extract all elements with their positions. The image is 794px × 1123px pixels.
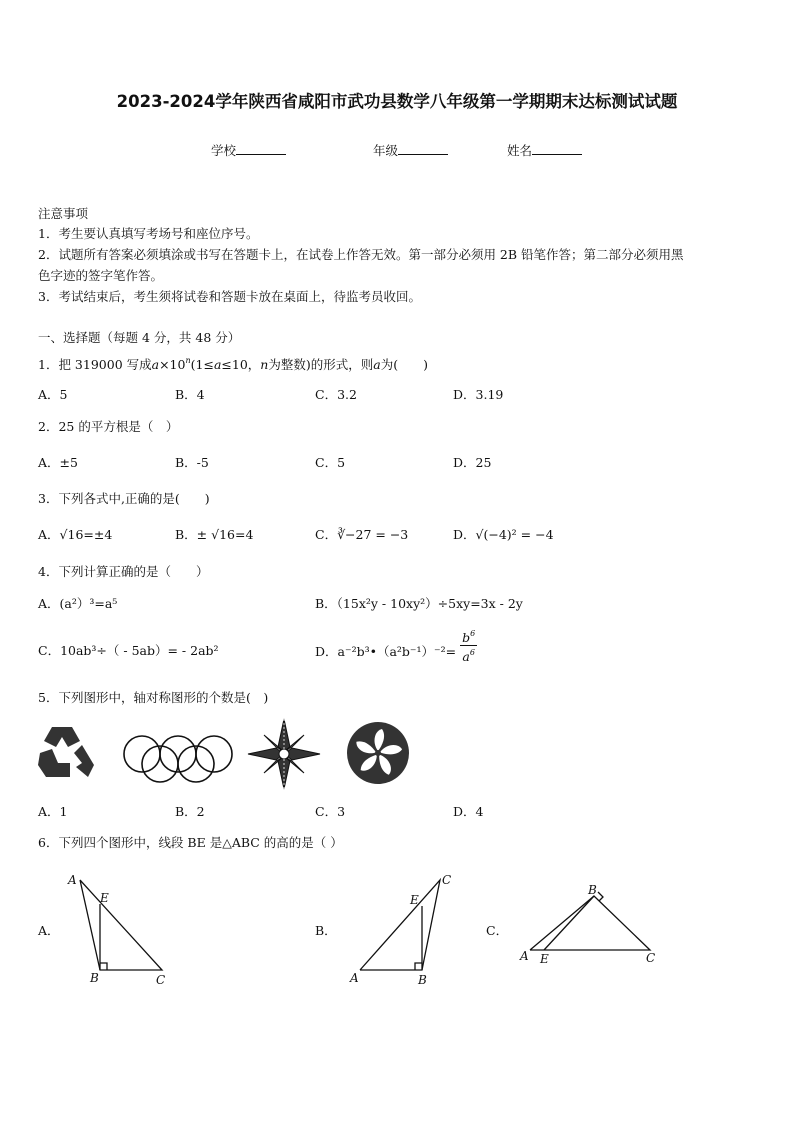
section-heading: 一、选择题（每题 4 分，共 48 分）	[38, 330, 241, 345]
notice-heading: 注意事项	[38, 206, 89, 221]
option-a[interactable]: A．(a²）³=a⁵	[38, 596, 118, 611]
fraction-b6-a6: $\frac{b^6}{a^6}$	[462, 629, 476, 664]
bauhinia-emblem-icon	[346, 721, 410, 785]
option-c[interactable]: C．5	[315, 455, 346, 470]
triangle-figure-b	[344, 870, 460, 988]
notice-item: 1．考生要认真填写考场号和座位序号。	[38, 226, 259, 241]
option-a[interactable]: A．±5	[38, 455, 78, 470]
svg-text:A: A	[520, 949, 529, 963]
question-2-stem: 2．25 的平方根是（ ）	[38, 419, 179, 434]
q1-prefix: 1．把 319000 写成	[38, 357, 152, 372]
question-1-stem: 1．把 319000 写成$a\times 10^n(1\le a\le 10$，n为整数)的形式，则a为( )	[38, 356, 428, 372]
olympic-rings-icon	[120, 734, 236, 784]
name-label: 姓名	[507, 143, 533, 158]
option-a[interactable]: A．√16=±4	[38, 527, 113, 542]
question-6-stem: 6．下列四个图形中，线段 BE 是△ABC 的高的是（ ）	[38, 835, 343, 850]
option-a[interactable]: A．1	[38, 804, 68, 819]
svg-text:C: C	[442, 873, 452, 887]
school-field	[211, 141, 286, 159]
option-b[interactable]: B．2	[175, 804, 205, 819]
svg-text:E: E	[540, 952, 549, 966]
question-3-stem: 3．下列各式中,正确的是( )	[38, 491, 210, 506]
svg-text:B: B	[90, 971, 99, 985]
notice-item: 3．考试结束后，考生须将试卷和答题卡放在桌面上，待监考员收回。	[38, 289, 421, 304]
option-d[interactable]: D．25	[453, 455, 492, 470]
svg-text:B: B	[588, 883, 597, 897]
option-d[interactable]: D．4	[453, 804, 484, 819]
option-c[interactable]: C．	[486, 923, 509, 938]
option-c[interactable]: C．3	[315, 804, 346, 819]
svg-text:B: B	[418, 973, 427, 987]
option-a[interactable]: A．5	[38, 387, 68, 402]
triangle-figure-c	[516, 880, 666, 970]
q1-formula: a	[151, 357, 160, 372]
svg-text:A: A	[68, 873, 77, 887]
compass-star-icon	[246, 717, 322, 791]
option-c[interactable]: C．∛−27 = −3	[315, 527, 409, 542]
option-b[interactable]: B．（15x²y - 10xy²）÷5xy=3x - 2y	[315, 596, 523, 611]
option-c[interactable]: C．3.2	[315, 387, 357, 402]
q1-mid: 为整数)的形式，则	[268, 357, 374, 372]
recycle-icon	[36, 723, 98, 781]
option-a[interactable]: A．	[38, 923, 60, 938]
option-d[interactable]	[315, 629, 477, 664]
option-b[interactable]: B．4	[175, 387, 205, 402]
q1-suffix: 为( )	[380, 357, 428, 372]
question-4-stem: 4．下列计算正确的是（ ）	[38, 564, 209, 579]
grade-label: 年级	[373, 143, 399, 158]
option-b[interactable]: B．	[315, 923, 337, 938]
option-d-text: D．a⁻²b³•（a²b⁻¹）⁻²=	[315, 644, 457, 659]
question-5-stem: 5．下列图形中，轴对称图形的个数是( )	[38, 690, 269, 705]
option-b[interactable]: B．± √16=4	[175, 527, 254, 542]
svg-text:A: A	[350, 971, 359, 985]
svg-text:C: C	[156, 973, 166, 987]
name-field	[507, 141, 582, 159]
school-label: 学校	[211, 143, 237, 158]
svg-text:E: E	[100, 891, 109, 905]
notice-item: 色字迹的签字笔作答。	[38, 268, 164, 283]
grade-blank[interactable]	[398, 143, 448, 155]
page-title: 2023-2024学年陕西省咸阳市武功县数学八年级第一学期期末达标测试试题	[116, 92, 678, 111]
option-d[interactable]: D．√(−4)² = −4	[453, 527, 554, 542]
name-blank[interactable]	[532, 143, 582, 155]
school-blank[interactable]	[236, 143, 286, 155]
option-d[interactable]: D．3.19	[453, 387, 504, 402]
svg-text:E: E	[410, 893, 419, 907]
option-b[interactable]: B．-5	[175, 455, 209, 470]
grade-field	[373, 141, 448, 159]
option-c[interactable]: C．10ab³÷（ - 5ab）= - 2ab²	[38, 643, 219, 658]
notice-item: 2．试题所有答案必须填涂或书写在答题卡上，在试卷上作答无效。第一部分必须用 2B 铅笔作答；第二部分必须用黑	[38, 247, 684, 262]
triangle-figure-a	[64, 870, 174, 988]
svg-text:C: C	[646, 951, 656, 965]
